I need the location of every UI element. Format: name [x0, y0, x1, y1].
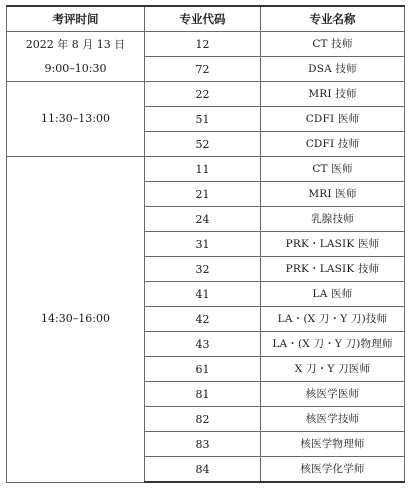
specialty-name-cell: CDFI 医师: [261, 107, 405, 132]
specialty-name-cell: LA・(X 刀・Y 刀)物理师: [261, 332, 405, 357]
table-row: [7, 82, 405, 107]
specialty-code-cell: 82: [145, 407, 261, 432]
specialty-code-cell: 21: [145, 182, 261, 207]
exam-time-line: 2022 年 8 月 13 日: [25, 37, 126, 51]
specialty-name-cell: CT 医师: [261, 157, 405, 182]
specialty-code-cell: 41: [145, 282, 261, 307]
specialty-code-cell: 43: [145, 332, 261, 357]
specialty-name-cell: PRK・LASIK 技师: [261, 257, 405, 282]
specialty-name-cell: 乳腺技师: [261, 207, 405, 232]
specialty-name-cell: CT 技师: [261, 32, 405, 57]
specialty-name-cell: LA 医师: [261, 282, 405, 307]
specialty-name-cell: MRI 技师: [261, 82, 405, 107]
specialty-code-cell: 72: [145, 57, 261, 82]
specialty-code-cell: 81: [145, 382, 261, 407]
exam-schedule-sheet: [6, 5, 404, 495]
specialty-code-cell: 24: [145, 207, 261, 232]
specialty-code-cell: 12: [145, 32, 261, 57]
specialty-code-cell: 42: [145, 307, 261, 332]
specialty-code-cell: 83: [145, 432, 261, 457]
specialty-code-cell: 22: [145, 82, 261, 107]
specialty-code-cell: 11: [145, 157, 261, 182]
specialty-name-cell: LA・(X 刀・Y 刀)技师: [261, 307, 405, 332]
header-exam-time: 考评时间: [7, 6, 145, 32]
table-row: [7, 32, 405, 57]
specialty-name-cell: MRI 医师: [261, 182, 405, 207]
table-row: [7, 157, 405, 182]
specialty-name-cell: 核医学技师: [261, 407, 405, 432]
exam-time-cell: [7, 157, 145, 483]
specialty-code-cell: 51: [145, 107, 261, 132]
exam-time-line: 9:00–10:30: [44, 61, 107, 75]
specialty-name-cell: 核医学化学师: [261, 457, 405, 483]
header-row: [7, 6, 405, 32]
specialty-code-cell: 61: [145, 357, 261, 382]
exam-time-cell: [7, 32, 145, 82]
header-specialty-code: 专业代码: [145, 6, 261, 32]
exam-time-cell: [7, 82, 145, 157]
specialty-name-cell: DSA 技师: [261, 57, 405, 82]
specialty-name-cell: 核医学物理师: [261, 432, 405, 457]
header-specialty-name: 专业名称: [261, 6, 405, 32]
specialty-code-cell: 31: [145, 232, 261, 257]
exam-time-line: 11:30–13:00: [41, 112, 110, 125]
specialty-code-cell: 32: [145, 257, 261, 282]
exam-schedule-table: [6, 5, 405, 483]
specialty-name-cell: 核医学医师: [261, 382, 405, 407]
schedule-body: [7, 32, 405, 483]
specialty-name-cell: PRK・LASIK 医师: [261, 232, 405, 257]
exam-time-line: 14:30–16:00: [41, 312, 110, 326]
specialty-name-cell: CDFI 技师: [261, 132, 405, 157]
specialty-name-cell: X 刀・Y 刀医师: [261, 357, 405, 382]
specialty-code-cell: 52: [145, 132, 261, 157]
specialty-code-cell: 84: [145, 457, 261, 483]
